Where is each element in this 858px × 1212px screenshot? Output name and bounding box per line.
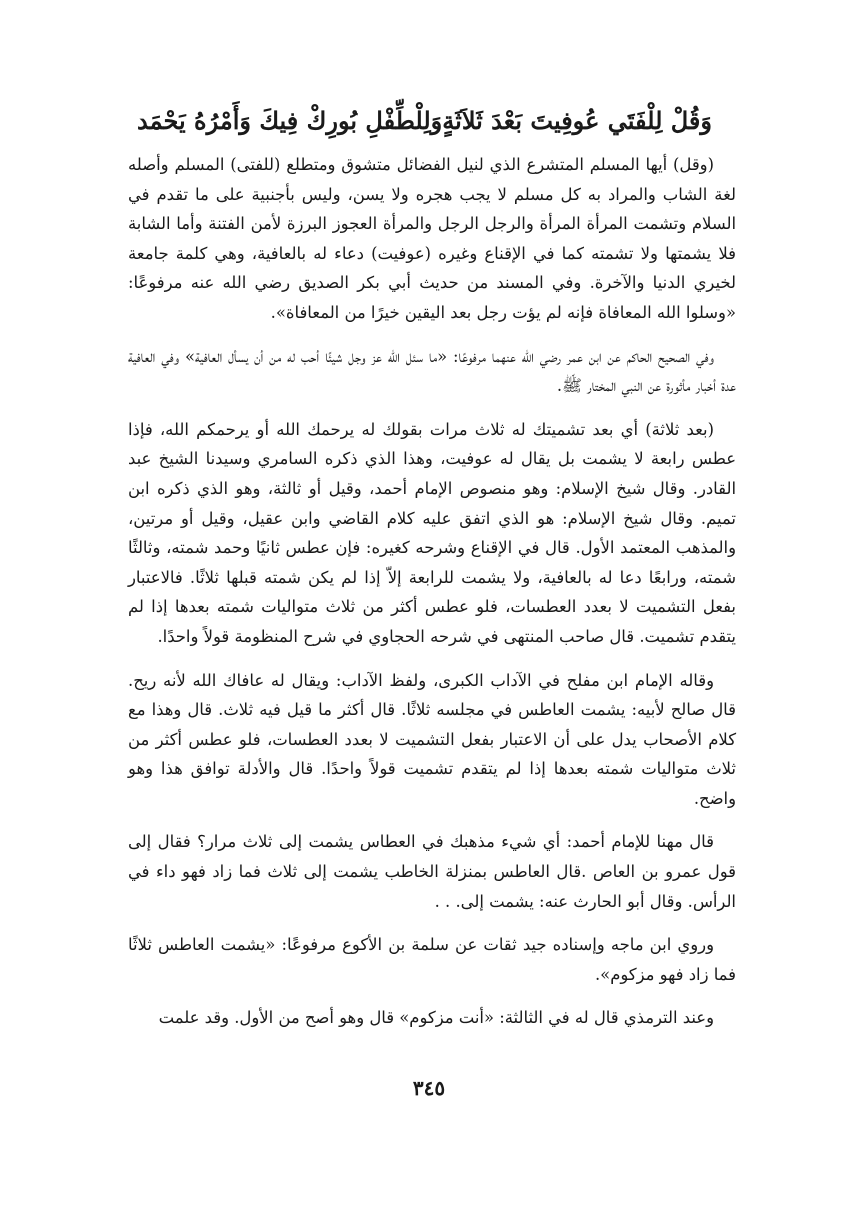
- poem-verse: [137, 96, 712, 144]
- verse-hemistich-right: وَقُلْ لِلْفَتَي عُوفِيتَ بَعْدَ ثَلاَثَةٍ: [442, 105, 712, 135]
- commentary-text: [128, 150, 736, 1033]
- page-number: ٣٤٥: [412, 1076, 446, 1100]
- paragraph: قال مهنا للإمام أحمد: أي شيء مذهبك في العطاس يشمت إلى ثلاث مرار؟ فقال إلى قول عمرو بن العاص .قال العاطس بمنزلة الخاطب يشمت إلى ثلاث فما زاد فهو داء في الرأس. وقال أبو الحارث عنه: يشمت إلى. . .: [128, 832, 736, 911]
- paragraph: (بعد ثلاثة) أي بعد تشميتك له ثلاث مرات بقولك له يرحمك الله أو يرحمكم الله، فإذا عطس رابعة لا يشمت بل يقال له عوفيت، وهذا الذي ذكره السامري وسيدنا الشيخ عبد القادر. وقال شيخ الإسلام: وهو منصوص الإمام أحمد، وقيل أو ثالثة، وهو الذي ذكره ابن تميم. وقال شيخ الإسلام: هو الذي اتفق عليه كلام القاضي وابن عقيل، وقيل أو مرتين، والمذهب المعتمد الأول. قال في الإقناع وشرحه كغيره: فإن عطس ثانيًا وحمد شمته، وثالثًا شمته، ورابعًا دعا له بالعافية، ولا يشمت للرابعة إلاّ إذا لم يكن شمته قبلها ثلاثًا. فالاعتبار بفعل التشميت لا بعدد العطسات، فلو عطس أكثر من ثلاث متواليات شمته بعدها إذا لم يتقدم تشميت. قال صاحب المنتهى في شرحه الحجاوي في شرح المنظومة قولاً واحدًا.: [128, 419, 736, 646]
- verse-hemistich-left: وَلِلْطِّفْلِ بُورِكْ فِيكَ وَأَمْرُهُ يَحْمَد: [137, 105, 443, 135]
- paragraph: (وقل) أيها المسلم المتشرع الذي لنيل الفضائل متشوق ومتطلع (للفتى) المسلم وأصله لغة الشاب والمراد به كل مسلم لا يجب هجره ولا يسن، وليس بأجنبية على ما تقدم في السلام وتشمت المرأة المرأة والرجل الرجل والمرأة العجوز البرزة لأمن الفتنة وأما الشابة فلا يشمتها ولا تشمته كما في الإقناع وغيره (عوفيت) دعاء له بالعافية، وهي كلمة جامعة لخيري الدنيا والآخرة. وفي المسند من حديث أبي بكر الصديق رضي الله عنه مرفوعًا: «وسلوا الله المعافاة فإنه لم يؤت رجل بعد اليقين خيرًا من المعافاة».: [128, 155, 736, 322]
- paragraph: وروي ابن ماجه وإسناده جيد ثقات عن سلمة بن الأكوع مرفوعًا: «يشمت العاطس ثلاثًا فما زاد فهو مزكوم».: [128, 935, 736, 984]
- paragraph: وعند الترمذي قال له في الثالثة: «أنت مزكوم» قال وهو أصح من الأول. وقد علمت: [158, 1008, 714, 1028]
- paragraph: وفي الصحيح الحاكم عن ابن عمر رضي الله عنهما مرفوعًا: «ما سئل الله عز وجل شيئًا أحب له من أن يسأل العافية» وفي العافية عدة أخبار مأثورة عن النبي المختار ﷺ.: [128, 346, 736, 396]
- paragraph: وقاله الإمام ابن مفلح في الآداب الكبرى، ولفظ الآداب: ويقال له عافاك الله لأنه ريح. قال صالح لأبيه: يشمت العاطس في مجلسه ثلاثًا. قال أكثر ما قيل فيه ثلاث. قال وهذا مع كلام الأصحاب يدل على أن الاعتبار بفعل التشميت لا بعدد العطسات، فلو عطس أكثر من ثلاث متواليات شمته بعدها إذا لم يتقدم تشميت قولاً واحدًا. قال والأدلة توافق هذا وهو واضح.: [128, 670, 736, 808]
